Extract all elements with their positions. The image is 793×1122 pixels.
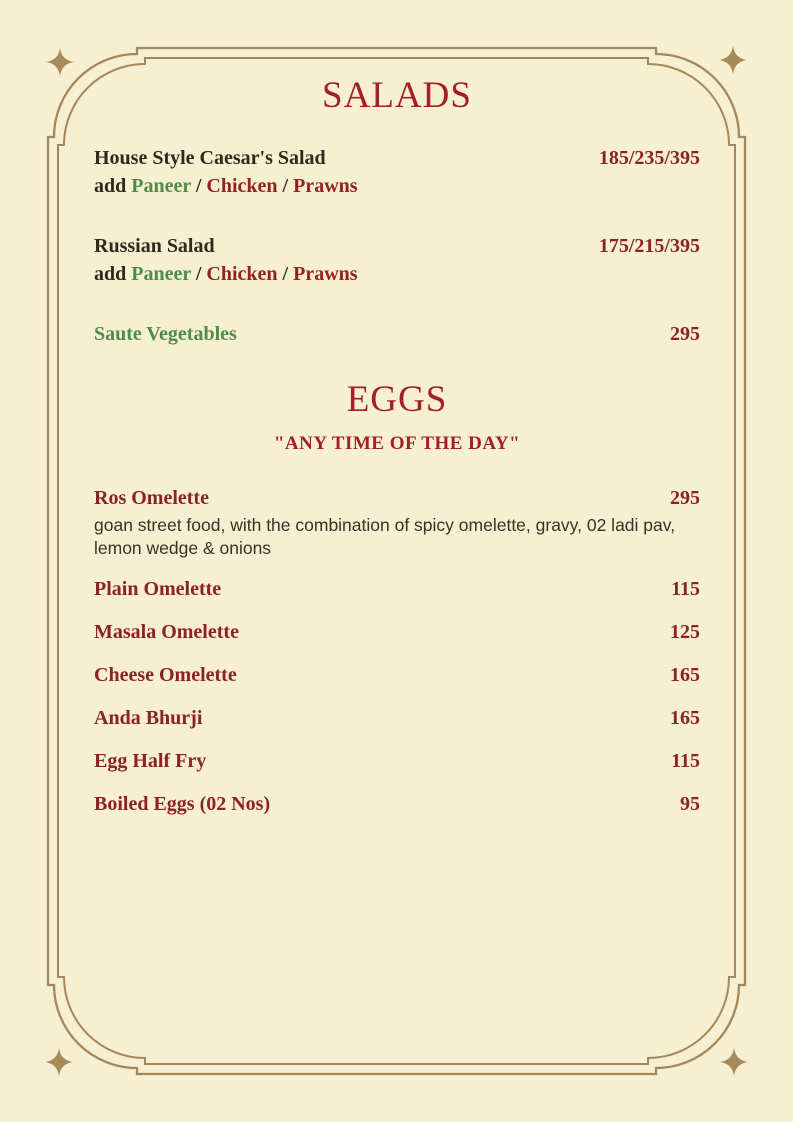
section-title: EGGS bbox=[346, 379, 448, 420]
section-subtitle: "ANY TIME OF THE DAY" bbox=[273, 433, 521, 454]
menu-item-row bbox=[94, 704, 700, 732]
menu-item-row bbox=[94, 618, 700, 646]
sparkle-icon bbox=[45, 47, 75, 77]
menu-item-row bbox=[94, 320, 700, 348]
item-name: Egg Half Fry bbox=[94, 750, 207, 772]
sparkle-icon bbox=[44, 1047, 74, 1077]
menu-item-row bbox=[94, 575, 700, 603]
item-name: Anda Bhurji bbox=[94, 707, 203, 729]
addon-segment: / bbox=[190, 263, 207, 285]
addon-segment: / bbox=[190, 175, 207, 197]
item-price: 165 bbox=[670, 664, 700, 686]
item-price: 295 bbox=[670, 487, 700, 509]
addon-segment: Chicken bbox=[206, 263, 278, 285]
addon-segment: add bbox=[94, 263, 132, 285]
item-price: 95 bbox=[680, 793, 700, 815]
item-price: 175/215/395 bbox=[598, 235, 700, 257]
item-price: 165 bbox=[670, 707, 700, 729]
addon-segment: / bbox=[277, 175, 294, 197]
item-price: 115 bbox=[671, 578, 700, 600]
item-name: Masala Omelette bbox=[94, 621, 239, 643]
menu-item-row bbox=[94, 144, 700, 172]
item-name: Cheese Omelette bbox=[94, 664, 237, 686]
sparkle-icon bbox=[719, 1047, 749, 1077]
section-title: SALADS bbox=[322, 75, 472, 116]
addon-segment: Prawns bbox=[293, 175, 358, 197]
section-eggs bbox=[94, 380, 700, 818]
addon-segment: Prawns bbox=[293, 263, 358, 285]
item-price: 185/235/395 bbox=[598, 147, 700, 169]
item-price: 295 bbox=[670, 323, 700, 345]
item-name: Russian Salad bbox=[94, 235, 215, 257]
item-price: 115 bbox=[671, 750, 700, 772]
menu-item-row bbox=[94, 747, 700, 775]
addon-segment: / bbox=[277, 263, 294, 285]
menu-item-row bbox=[94, 232, 700, 260]
addon-segment: Paneer bbox=[131, 175, 191, 197]
item-name: Saute Vegetables bbox=[94, 323, 237, 345]
addon-line bbox=[94, 172, 700, 200]
item-name: Plain Omelette bbox=[94, 578, 222, 600]
section-salads bbox=[94, 76, 700, 348]
menu-item-row bbox=[94, 484, 700, 512]
menu-content bbox=[94, 76, 700, 818]
addon-line bbox=[94, 260, 700, 288]
addon-segment: Paneer bbox=[131, 263, 191, 285]
addon-segment: add bbox=[94, 175, 132, 197]
item-description: goan street food, with the combination of spicy omelette, gravy, 02 ladi pav, lemon wedge & onions bbox=[94, 515, 676, 558]
addon-segment: Chicken bbox=[206, 175, 278, 197]
item-price: 125 bbox=[670, 621, 700, 643]
menu-item-row bbox=[94, 661, 700, 689]
item-name: Ros Omelette bbox=[94, 487, 209, 509]
sparkle-icon bbox=[718, 45, 748, 75]
item-name: House Style Caesar's Salad bbox=[94, 147, 326, 169]
menu-item-row bbox=[94, 790, 700, 818]
item-name: Boiled Eggs (02 Nos) bbox=[94, 793, 271, 815]
